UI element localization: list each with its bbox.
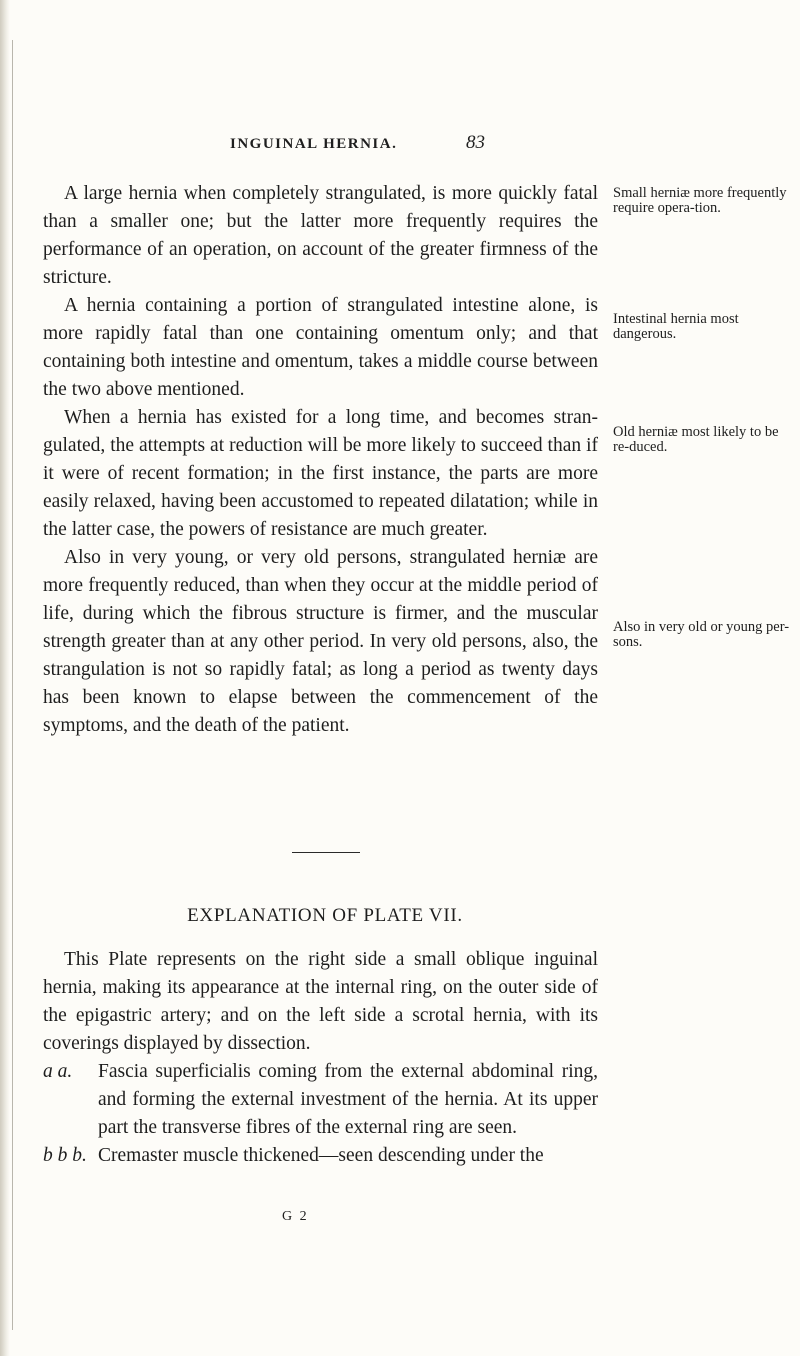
page-binding-line — [12, 40, 13, 1330]
main-text — [43, 180, 598, 740]
plate-entry — [43, 1058, 598, 1142]
section-divider — [292, 852, 360, 853]
paragraph-intestine: A hernia containing a portion of strangulated intestine alone, is more rapidly fatal than one containing omentum only; and that containing both intestine and omentum, takes a middle course between the two above mentioned. — [43, 295, 598, 400]
signature-mark: G 2 — [282, 1209, 309, 1224]
plate-entry-text: Cremaster muscle thickened—seen descending under the — [98, 1145, 544, 1166]
page-binding-edge — [0, 0, 10, 1356]
margin-note-old-herniae: Old herniæ most likely to be re-duced. — [613, 424, 779, 455]
margin-note-young-old: Also in very old or young per-sons. — [613, 619, 790, 650]
paragraph-large-hernia: A large hernia when completely strangulated, is more quickly fatal than a smaller one; but the latter more frequently requires the performance of an operation, on account of the greater firmness of the stricture. — [43, 183, 598, 288]
page-number: 83 — [466, 132, 485, 153]
plate-entry-key: a a. — [43, 1061, 73, 1082]
margin-note-intestinal-hernia: Intestinal hernia most dangerous. — [613, 311, 739, 342]
plate-entry-key: b b b. — [43, 1145, 87, 1166]
paragraph-young-old-persons: Also in very young, or very old persons, strangulated herniæ are more frequently reduced, than when they occur at the middle period of life, during which the fibrous structure is firmer, and the muscular strength greater than at any other period. In very old persons, also, the strangulation is not so rapidly fatal; as long a period as twenty days has been known to elapse between the commencement of the symptoms, and the death of the patient. — [43, 547, 598, 736]
plate-entry-text: Fascia superficialis coming from the external abdominal ring, and forming the external investment of the hernia. At its upper part the transverse fibres of the external ring are seen. — [98, 1061, 598, 1138]
paragraph-old-hernia: When a hernia has existed for a long time, and becomes strangulated, the attempts at reduction will be more likely to succeed than if it were of recent formation; in the first instance, the parts are more easily relaxed, having been accustomed to repeated dilatation; while in the latter case, the powers of resistance are much greater. — [43, 407, 598, 540]
explanation-heading: EXPLANATION OF PLATE VII. — [187, 905, 463, 926]
margin-note-small-herniae: Small herniæ more frequently require opera-tion. — [613, 185, 787, 216]
plate-entry — [43, 1142, 598, 1170]
explanation-intro: This Plate represents on the right side a small oblique inguinal hernia, making its appearance at the internal ring, on the outer side of the epigastric artery; and on the left side a scrotal hernia, with its coverings displayed by dissection. — [43, 949, 598, 1054]
explanation-text — [43, 946, 598, 1170]
running-title: INGUINAL HERNIA. — [230, 136, 398, 152]
